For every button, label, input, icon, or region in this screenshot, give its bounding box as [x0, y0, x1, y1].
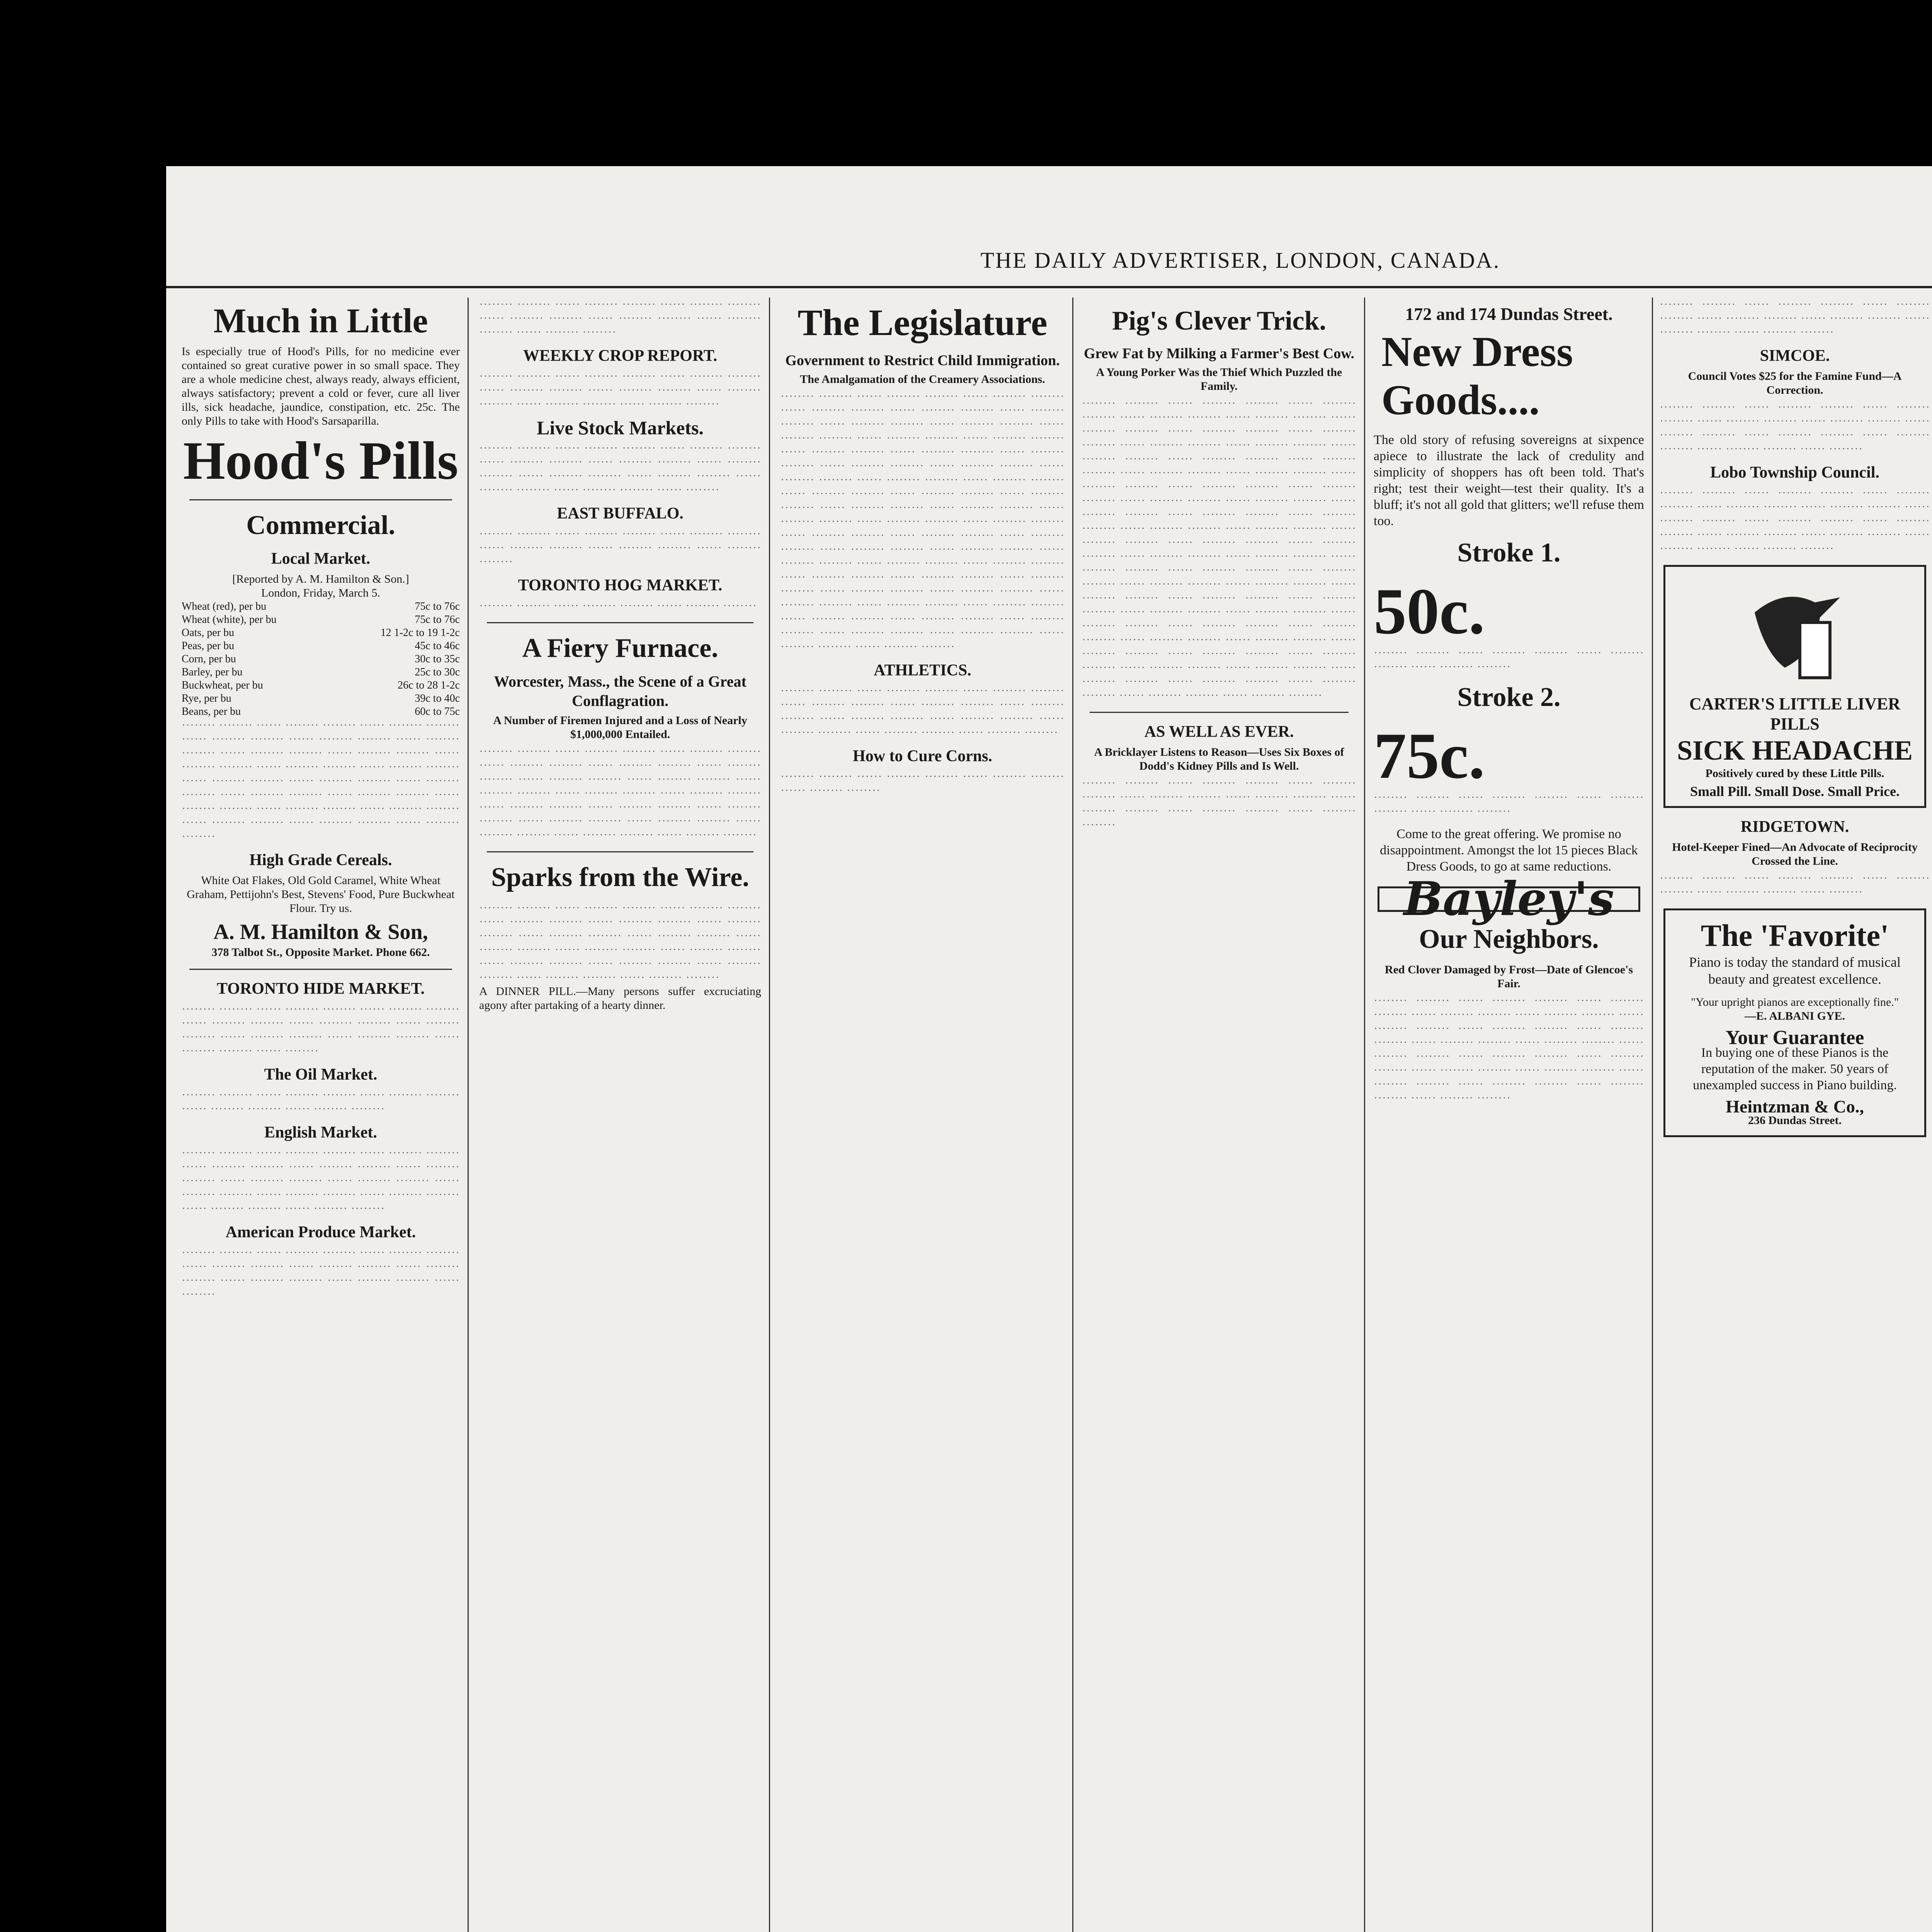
reported-by: [Reported by A. M. Hamilton & Son.]	[232, 573, 409, 585]
grain-price-row	[182, 613, 460, 626]
american-market-text: ········ ········ ······ ········ ········ ······ ········ ········ ······ ········ ········ ······ ········ ········ ······ ········ ········ ······ ········ ········ ······ ········ ········ ······ ········	[182, 1246, 460, 1301]
ridgetown-head: RIDGETOWN.	[1740, 818, 1849, 836]
stroke-2: Stroke 2.	[1457, 682, 1561, 712]
hog-market-head: TORONTO HOG MARKET.	[518, 577, 723, 594]
grain-price-row	[182, 653, 460, 666]
oil-market-text: ········ ········ ······ ········ ········ ······ ········ ········ ······ ········ ········ ······ ········ ········	[182, 1088, 460, 1115]
dress-goods-closing: Come to the great offering. We promise no disappointment. Amongst the lot 15 pieces Black Dress Goods, to go at same reductions.	[1380, 827, 1638, 874]
grain-price-row	[182, 666, 460, 679]
well-story: ········ ········ ······ ········ ········ ······ ········ ········ ······ ········ ········ ······ ········ ········ ······ ········ ········ ······ ········ ········ ······ ········ ········	[1082, 777, 1356, 831]
divider	[487, 851, 753, 852]
grain-price: 25c to 30c	[415, 666, 460, 678]
dress-goods-headline: New Dress Goods....	[1381, 328, 1573, 423]
well-subhead: A Bricklayer Listens to Reason—Uses Six Boxes of Dodd's Kidney Pills and Is Well.	[1094, 746, 1344, 772]
carters-ad	[1663, 565, 1926, 808]
local-market-head: Local Market.	[271, 550, 371, 568]
column-rule	[769, 298, 770, 1932]
masthead-title: THE DAILY ADVERTISER, LONDON, CANADA.	[980, 248, 1500, 273]
pig-subhead-2: A Young Porker Was the Thief Which Puzzled the Family.	[1096, 366, 1342, 393]
sparks-headline: Sparks from the Wire.	[491, 862, 749, 892]
market-quotes: ········ ········ ······ ········ ········ ······ ········ ········ ······ ········ ········ ······ ········ ········ ······ ········ ········ ······ ········ ········	[479, 298, 761, 338]
grain-name: Wheat (red), per bu	[182, 600, 267, 612]
guarantee-body: In buying one of these Pianos is the reputation of the maker. 50 years of unexampled success in Piano building.	[1693, 1046, 1897, 1092]
grain-price-row	[182, 679, 460, 692]
carters-small: Small Pill. Small Dose. Small Price.	[1690, 784, 1900, 799]
divider	[189, 499, 452, 500]
fire-headline: A Fiery Furnace.	[522, 633, 718, 663]
grain-price: 12 1-2c to 19 1-2c	[380, 627, 460, 639]
neighbors-subhead: Red Clover Damaged by Frost—Date of Glencoe's Fair.	[1384, 963, 1633, 990]
grain-name: Peas, per bu	[182, 640, 235, 652]
grain-price: 45c to 46c	[415, 640, 460, 652]
column-dress-goods	[1374, 298, 1644, 1932]
east-buffalo-text: ········ ········ ······ ········ ········ ······ ········ ········ ······ ········ ········ ······ ········ ········ ······ ········ ········	[479, 527, 761, 568]
bayleys-logo: Bayley's	[1378, 886, 1640, 912]
column-pig-trick	[1082, 298, 1356, 1932]
grain-name: Corn, per bu	[182, 653, 236, 665]
favorite-body: Piano is today the standard of musical beauty and greatest excellence.	[1689, 954, 1901, 987]
grain-name: Oats, per bu	[182, 627, 235, 639]
guarantee-head: Your Guarantee	[1725, 1027, 1864, 1049]
grain-price-row	[182, 639, 460, 653]
athletics-head: ATHLETICS.	[874, 662, 971, 679]
legislature-headline: The Legislature	[798, 302, 1048, 343]
grain-name: Beans, per bu	[182, 706, 241, 718]
grain-price: 75c to 76c	[415, 614, 460, 626]
sick-headache: SICK HEADACHE	[1677, 735, 1913, 766]
simcoe-subhead: Council Votes $25 for the Famine Fund—A Correction.	[1688, 370, 1902, 396]
store-address: 172 and 174 Dundas Street.	[1405, 304, 1613, 324]
grain-name: Wheat (white), per bu	[182, 614, 277, 626]
pig-subhead: Grew Fat by Milking a Farmer's Best Cow.	[1083, 345, 1355, 362]
neighbors-story: ········ ········ ······ ········ ········ ······ ········ ········ ······ ········ ········ ······ ········ ········ ······ ········ ········ ······ ········ ········ ······ ········ ········ ······ ········ ········ ······ ········ ········ ······ ········ ········ ······ ········ ········ ······ ········ ········ ······ ········ ········ ······ ········ ········ ······ ········ ········ ······ ········ ········ ······ ········ ········ ······ ········ ········	[1374, 994, 1644, 1104]
market-date: London, Friday, March 5.	[261, 587, 380, 599]
column-rule	[1364, 298, 1365, 1932]
grain-price: 75c to 76c	[415, 600, 460, 612]
ridgetown-story: ········ ········ ······ ········ ········ ······ ········ ········ ······ ········ ········ ······ ········	[1660, 872, 1930, 898]
column-markets	[479, 298, 761, 1932]
cereals-head: High Grade Cereals.	[249, 851, 392, 869]
hide-market-text: ········ ········ ······ ········ ········ ······ ········ ········ ······ ········ ········ ······ ········ ········ ······ ········ ········ ······ ········ ········ ······ ········ ········ ······ ········ ········ ······ ········	[182, 1003, 460, 1057]
headline-much-in-little: Much in Little	[213, 302, 428, 340]
corns-head: How to Cure Corns.	[853, 747, 992, 765]
grain-price-row	[182, 705, 460, 718]
hog-market-text: ········ ········ ······ ········ ········ ······ ········ ········	[479, 599, 757, 612]
divider	[1090, 712, 1349, 713]
dress-goods-body: The old story of refusing sovereigns at sixpence apiece to illustrate the lack of credulity and simplicity of shoppers has oft been told. That's right; test their weight—test their quality. It's a bluff; it's not all gold that glitters; we'll refuse them too.	[1374, 433, 1644, 528]
carters-cured: Positively cured by these Little Pills.	[1705, 767, 1884, 780]
grain-name: Barley, per bu	[182, 666, 243, 678]
english-market-head: English Market.	[264, 1124, 377, 1141]
corns-story: ········ ········ ······ ········ ········ ······ ········ ········ ······ ········ ········	[781, 770, 1065, 797]
lobo-story: ········ ········ ······ ········ ········ ······ ········ ········ ······ ········ ········ ······ ········ ········ ······ ········ ········ ······ ········ ········ ······ ········ ········ ······ ········ ········ ······ ········ ········ ······ ········ ········ ······ ········ ········	[1660, 486, 1930, 555]
dinner-pill-text: A DINNER PILL.—Many persons suffer excruciating agony after partaking of a hearty dinner.	[479, 985, 761, 1012]
newspaper-page	[166, 166, 1932, 1932]
grain-price: 39c to 40c	[415, 692, 460, 704]
market-listings: ········ ········ ······ ········ ········ ······ ········ ········ ······ ········ ········ ······ ········ ········ ······ ········ ········ ······ ········ ········ ······ ········ ········ ······ ········ ········ ······ ········ ········ ······ ········ ········ ······ ········ ········ ······ ········ ········ ······ ········ ········ ······ ········ ········ ······ ········ ········ ······ ········ ········ ······ ········ ········ ······ ········ ········ ······ ········ ········ ······ ········ ········ ······ ········ ········	[182, 719, 460, 843]
price-75c: 75c.	[1374, 719, 1485, 792]
grain-price-row	[182, 600, 460, 613]
section-commercial: Commercial.	[246, 510, 395, 540]
fire-subhead: Worcester, Mass., the Scene of a Great Conflagration.	[494, 673, 747, 709]
legislature-subhead-2: The Amalgamation of the Creamery Associations.	[800, 373, 1045, 386]
divider	[189, 969, 452, 970]
weekly-crop-text: ········ ········ ······ ········ ········ ······ ········ ········ ······ ········ ········ ······ ········ ········ ······ ········ ········ ······ ········ ········ ······ ········ ········	[479, 370, 761, 410]
grain-name: Buckwheat, per bu	[182, 679, 263, 691]
stroke-1: Stroke 1.	[1457, 538, 1561, 568]
weekly-crop-head: WEEKLY CROP REPORT.	[523, 347, 718, 365]
east-buffalo-head: EAST BUFFALO.	[557, 505, 684, 522]
grain-name: Rye, per bu	[182, 692, 231, 704]
column-rule	[1652, 298, 1653, 1932]
pig-headline: Pig's Clever Trick.	[1112, 306, 1327, 336]
favorite-quote: "Your upright pianos are exceptionally fine."	[1691, 996, 1899, 1009]
hoods-intro: Is especially true of Hood's Pills, for no medicine ever contained so great curative power in so small space. They are a whole medicine chest, always ready, always efficient, always satisfactory; prevent a cold or fever, cure all liver ills, sick headache, jaundice, constipation, etc. 25c. The only Pills to take with Hood's Sarsaparilla.	[182, 345, 460, 427]
sparks-story: ········ ········ ······ ········ ········ ······ ········ ········ ······ ········ ········ ······ ········ ········ ······ ········ ········ ······ ········ ········ ······ ········ ········ ······ ········ ········ ······ ········ ········ ······ ········ ········ ······ ········ ········ ······ ········ ········ ······ ········ ········ ······ ········ ········ ······ ········ ········	[479, 901, 761, 984]
grain-price-row	[182, 626, 460, 639]
grain-price: 60c to 75c	[415, 706, 460, 718]
bird-icon	[1745, 582, 1845, 683]
column-neighbors	[1660, 298, 1930, 1932]
grain-price: 30c to 35c	[415, 653, 460, 665]
athletics-story: ········ ········ ······ ········ ········ ······ ········ ········ ······ ········ ········ ······ ········ ········ ······ ········ ········ ······ ········ ········ ······ ········ ········ ······ ········ ········ ······ ········ ········ ······ ········ ········	[781, 684, 1065, 739]
stroke-2-details: ········ ········ ······ ········ ········ ······ ········ ········ ······ ········ ········	[1374, 791, 1644, 818]
neighbors-continued: ········ ········ ······ ········ ········ ······ ········ ········ ······ ········ ········ ······ ········ ········ ······ ········ ········ ······ ········ ········	[1660, 298, 1930, 338]
favorite-title: The 'Favorite'	[1701, 919, 1889, 953]
livestock-text: ········ ········ ······ ········ ········ ······ ········ ········ ······ ········ ········ ······ ········ ········ ······ ········ ········ ······ ········ ········ ······ ········ ········ ······ ········ ········ ······ ········ ········ ······ ········	[479, 442, 761, 496]
firm-address: 378 Talbot St., Opposite Market. Phone 662.	[211, 946, 430, 959]
fire-subhead-2: A Number of Firemen Injured and a Loss of Nearly $1,000,000 Entailed.	[493, 714, 747, 741]
column-legislature	[781, 298, 1065, 1932]
ridgetown-subhead: Hotel-Keeper Fined—An Advocate of Reciprocity Crossed the Line.	[1672, 841, 1918, 867]
lobo-head: Lobo Township Council.	[1710, 464, 1879, 481]
grain-price-row	[182, 692, 460, 705]
favorite-signed: —E. ALBANI GYE.	[1744, 1010, 1845, 1022]
favorite-piano-ad	[1663, 908, 1926, 1137]
pig-story: ········ ········ ······ ········ ········ ······ ········ ········ ······ ········ ········ ······ ········ ········ ······ ········ ········ ······ ········ ········ ······ ········ ········ ······ ········ ········ ······ ········ ········ ······ ········ ········ ······ ········ ········ ······ ········ ········ ······ ········ ········ ······ ········ ········ ······ ········ ········ ······ ········ ········ ······ ········ ········ ······ ········ ········ ······ ········ ········ ······ ········ ········ ······ ········ ········ ······ ········ ········ ······ ········ ········ ······ ········ ········ ······ ········ ········ ······ ········ ········ ······ ········ ········ ······ ········ ········ ······ ········ ········ ······ ········ ········ ······ ········ ········ ······ ········ ········ ······ ········ ········ ······ ········ ········ ······ ········ ········ ······ ········ ········ ······ ········ ········ ······ ········ ········ ······ ········ ········ ······ ········ ········ ······ ········ ········ ······ ········ ········ ······ ········ ········ ······ ········ ········ ······ ········ ········ ······ ········ ········ ······ ········ ········ ······ ········ ········ ······ ········ ········ ······ ········ ········ ······ ········ ········ ······ ········ ········ ······ ········ ········ ······ ········ ········	[1082, 397, 1356, 702]
grain-price: 26c to 28 1-2c	[398, 679, 460, 691]
firm-name: A. M. Hamilton & Son,	[213, 920, 428, 944]
grain-price-table	[182, 600, 460, 718]
price-50c: 50c.	[1374, 575, 1485, 648]
legislature-story: ········ ········ ······ ········ ········ ······ ········ ········ ······ ········ ········ ······ ········ ········ ······ ········ ········ ······ ········ ········ ······ ········ ········ ······ ········ ········ ······ ········ ········ ······ ········ ········ ······ ········ ········ ······ ········ ········ ······ ········ ········ ······ ········ ········ ······ ········ ········ ······ ········ ········ ······ ········ ········ ······ ········ ········ ······ ········ ········ ······ ········ ········ ······ ········ ········ ······ ········ ········ ······ ········ ········ ······ ········ ········ ······ ········ ········ ······ ········ ········ ······ ········ ········ ······ ········ ········ ······ ········ ········ ······ ········ ········ ······ ········ ········ ······ ········ ········ ······ ········ ········ ······ ········ ········ ······ ········ ········ ······ ········ ········ ······ ········ ········ ······ ········ ········ ······ ········ ········ ······ ········ ········ ······ ········ ········ ······ ········ ········ ······ ········ ········ ······ ········ ········ ······ ········ ········ ······ ········ ········ ······ ········ ········ ······ ········ ········ ······ ········ ········	[781, 390, 1065, 653]
carters-brand: CARTER'S LITTLE LIVER PILLS	[1689, 694, 1901, 733]
piano-dealer: Heintzman & Co.,	[1726, 1097, 1864, 1116]
legislature-subhead: Government to Restrict Child Immigration.	[785, 352, 1060, 369]
hide-market-head: TORONTO HIDE MARKET.	[217, 980, 425, 998]
piano-dealer-address: 236 Dundas Street.	[1748, 1114, 1842, 1127]
american-market-head: American Produce Market.	[225, 1223, 416, 1241]
cereals-text: White Oat Flakes, Old Gold Caramel, White Wheat Graham, Pettijohn's Best, Stevens' Food, Pure Buckwheat Flour. Try us.	[187, 874, 455, 915]
oil-market-head: The Oil Market.	[264, 1066, 378, 1083]
stroke-1-details: ········ ········ ······ ········ ········ ······ ········ ········ ······ ········ ········	[1374, 646, 1644, 673]
livestock-head: Live Stock Markets.	[537, 417, 704, 439]
simcoe-head: SIMCOE.	[1760, 347, 1830, 365]
english-market-text: ········ ········ ······ ········ ········ ······ ········ ········ ······ ········ ········ ······ ········ ········ ······ ········ ········ ······ ········ ········ ······ ········ ········ ······ ········ ········ ······ ········ ········ ······ ········ ········ ······ ········ ········ ······ ········ ········	[182, 1146, 460, 1215]
divider	[487, 622, 753, 623]
fire-story: ········ ········ ······ ········ ········ ······ ········ ········ ······ ········ ········ ······ ········ ········ ······ ········ ········ ······ ········ ········ ······ ········ ········ ······ ········ ········ ······ ········ ········ ······ ········ ········ ······ ········ ········ ······ ········ ········ ······ ········ ········ ······ ········ ········ ······ ········ ········ ······ ········ ········ ······ ········ ········ ······ ········ ········	[479, 745, 761, 841]
well-head: AS WELL AS EVER.	[1144, 723, 1294, 741]
column-commercial	[182, 298, 460, 1932]
column-rule	[468, 298, 469, 1932]
neighbors-headline: Our Neighbors.	[1419, 924, 1599, 954]
column-rule	[1072, 298, 1073, 1932]
hoods-pills-ad: Hood's Pills	[183, 431, 458, 491]
simcoe-story: ········ ········ ······ ········ ········ ······ ········ ········ ······ ········ ········ ······ ········ ········ ······ ········ ········ ······ ········ ········ ······ ········ ········ ······ ········ ········ ······ ········	[1660, 401, 1930, 455]
masthead	[166, 236, 1932, 288]
